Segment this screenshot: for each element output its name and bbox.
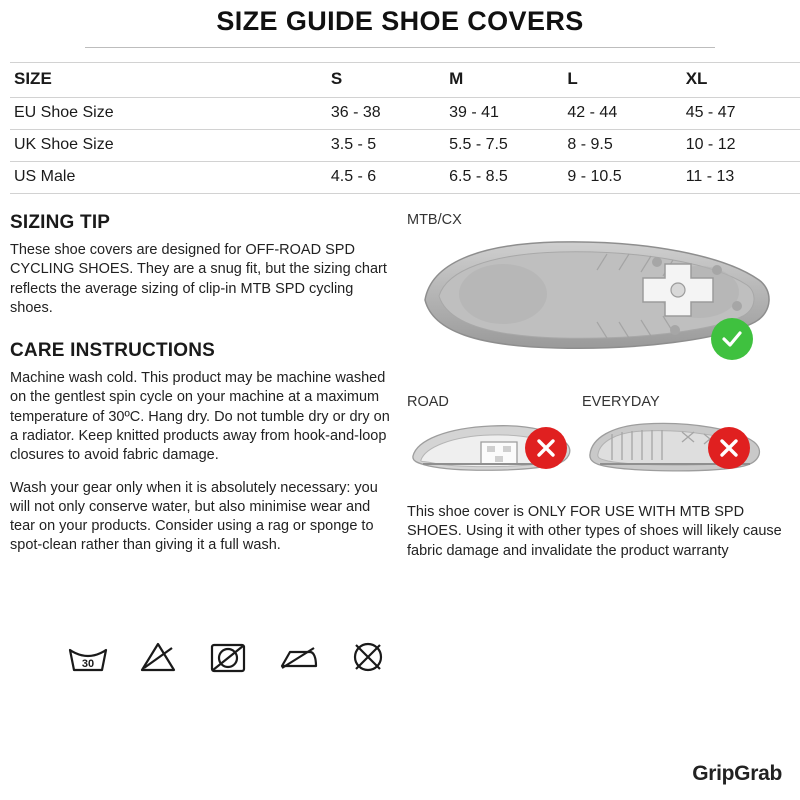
cell-uk-l: 8 - 9.5	[563, 130, 681, 162]
cell-eu-xl: 45 - 47	[682, 98, 800, 130]
incompatible-figures-row	[407, 394, 790, 487]
size-table	[10, 62, 800, 194]
row-label-eu: EU Shoe Size	[10, 98, 327, 130]
care-paragraph-1: Machine wash cold. This product may be machine washed on the gentlest spin cycle on your machine at a maximum temperature of 30ºC. Hang dry. Do not tumble dry or dry on a radiator. Keep knitted products away from hook-and-loop closures to avoid fabric damage.	[10, 370, 390, 464]
cell-us-m: 6.5 - 8.5	[445, 162, 563, 194]
care-paragraph-2: Wash your gear only when it is absolutely necessary: you will not only conserve water, but also minimise wear and tear on your products. Consider using a rag or sponge to spot-clean rather than giving it a full wash.	[10, 479, 378, 554]
column-header-l: L	[563, 63, 681, 98]
everyday-figure-label: EVERYDAY	[582, 394, 660, 410]
road-figure-label: ROAD	[407, 394, 449, 410]
content-columns	[10, 212, 790, 575]
left-column	[10, 212, 407, 575]
right-column	[407, 212, 790, 575]
cell-eu-s: 36 - 38	[327, 98, 445, 130]
column-header-m: M	[445, 63, 563, 98]
wash-30-icon	[66, 636, 110, 676]
row-label-uk: UK Shoe Size	[10, 130, 327, 162]
no-bleach-icon	[136, 636, 180, 676]
column-header-s: S	[327, 63, 445, 98]
sizing-tip-text: These shoe covers are designed for OFF-ROAD SPD CYCLING SHOES. They are a snug fit, but the sizing chart reflects the average sizing of clip-in MTB SPD cycling shoes.	[10, 242, 387, 316]
no-iron-icon	[276, 636, 320, 676]
wash-temp-label: 30	[81, 658, 95, 670]
column-header-size: SIZE	[10, 63, 327, 98]
cell-eu-m: 39 - 41	[445, 98, 563, 130]
road-cleat-icon	[481, 442, 517, 464]
table-row	[10, 162, 800, 194]
cell-us-xl: 11 - 13	[682, 162, 800, 194]
status-badge-mtb-allowed	[711, 318, 753, 360]
cell-uk-s: 3.5 - 5	[327, 130, 445, 162]
status-badge-road-not-allowed	[525, 427, 567, 469]
cell-uk-xl: 10 - 12	[682, 130, 800, 162]
everyday-shoe-figure	[582, 394, 782, 487]
table-row	[10, 98, 800, 130]
care-symbols-row	[66, 636, 390, 676]
table-header-row	[10, 63, 800, 98]
no-tumble-dry-icon	[206, 636, 250, 676]
sizing-tip-heading: SIZING TIP	[10, 212, 111, 233]
title-divider	[85, 47, 715, 48]
mtb-figure-label: MTB/CX	[407, 212, 462, 228]
page-title: SIZE GUIDE SHOE COVERS	[216, 6, 584, 36]
no-dry-clean-icon	[346, 636, 390, 676]
cell-uk-m: 5.5 - 7.5	[445, 130, 563, 162]
row-label-us: US Male	[10, 162, 327, 194]
cross-icon	[535, 437, 557, 459]
brand-logo: GripGrab	[692, 762, 782, 785]
status-badge-everyday-not-allowed	[708, 427, 750, 469]
cell-us-s: 4.5 - 6	[327, 162, 445, 194]
table-row	[10, 130, 800, 162]
column-header-xl: XL	[682, 63, 800, 98]
cell-us-l: 9 - 10.5	[563, 162, 681, 194]
compatibility-note: This shoe cover is ONLY FOR USE WITH MTB SPD SHOES. Using it with other types of shoes will likely cause fabric damage and invalidate the product warranty	[407, 504, 782, 559]
care-instructions-heading: CARE INSTRUCTIONS	[10, 340, 216, 362]
road-shoe-figure	[407, 394, 582, 487]
mtb-shoe-figure	[407, 230, 790, 380]
cell-eu-l: 42 - 44	[563, 98, 681, 130]
cross-icon	[718, 437, 740, 459]
check-icon	[720, 327, 744, 351]
